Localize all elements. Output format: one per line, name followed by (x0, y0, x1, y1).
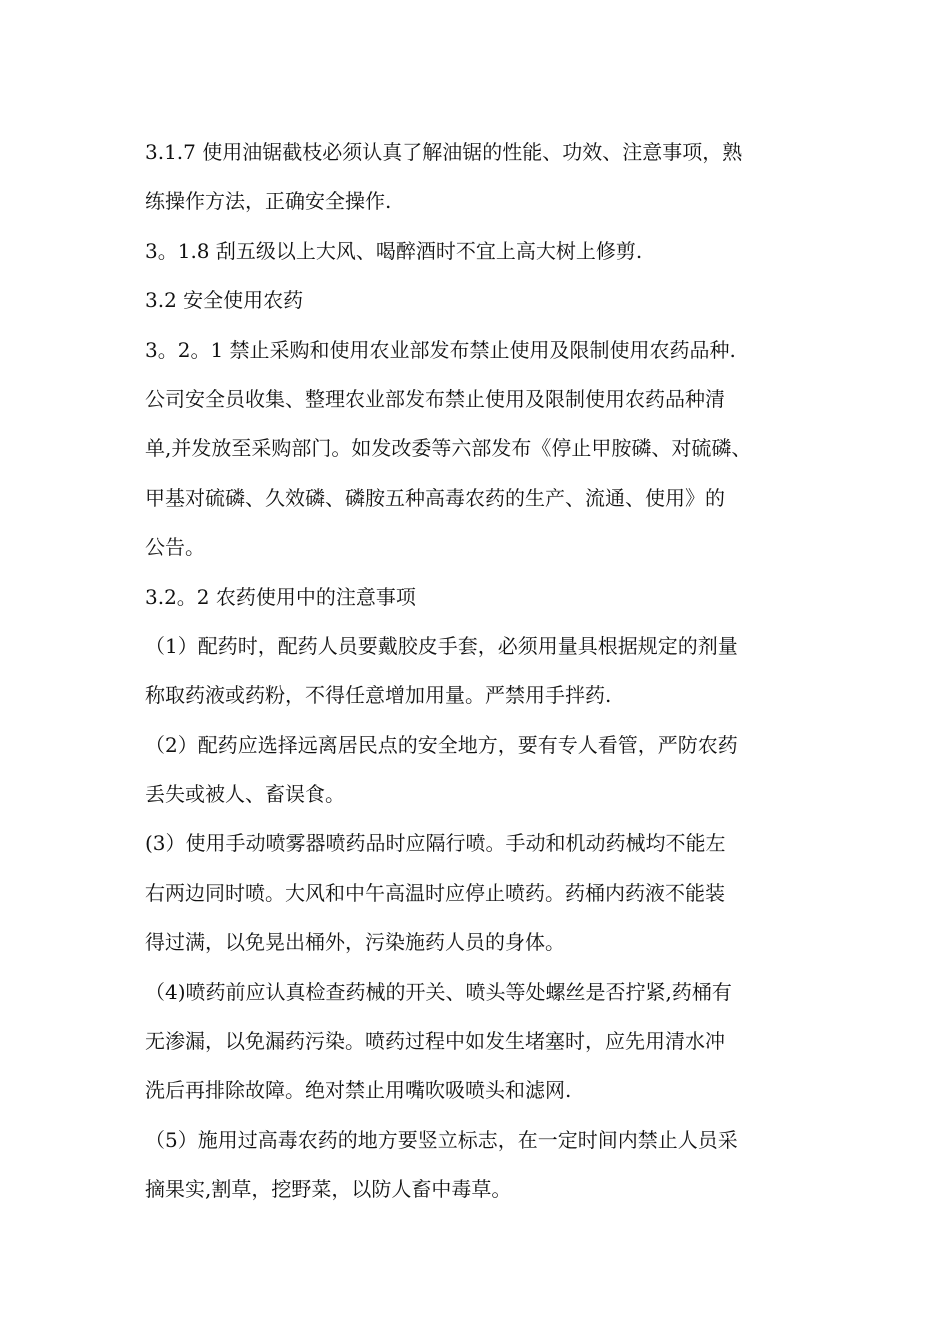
text-line: 无渗漏，以免漏药污染。喷药过程中如发生堵塞时，应先用清水冲 (145, 1029, 725, 1054)
text-line: （4)喷药前应认真检查药械的开关、喷头等处螺丝是否拧紧,药桶有 (145, 979, 732, 1004)
text-line: 3。1.8 刮五级以上大风、喝醉酒时不宜上高大树上修剪. (145, 238, 643, 263)
text-line: 称取药液或药粉，不得任意增加用量。严禁用手拌药. (145, 683, 612, 708)
text-line: （1）配药时，配药人员要戴胶皮手套，必须用量具根据规定的剂量 (145, 633, 738, 658)
text-line: 公司安全员收集、整理农业部发布禁止使用及限制使用农药品种清 (145, 386, 725, 411)
text-line: 摘果实,割草，挖野菜，以防人畜中毒草。 (145, 1177, 512, 1202)
text-line: 练操作方法，正确安全操作. (145, 189, 392, 214)
text-line: 单,并发放至采购部门。如发改委等六部发布《停止甲胺磷、对硫磷、 (145, 436, 752, 461)
subsection-heading: 3.2。2 农药使用中的注意事项 (145, 584, 416, 609)
text-line: 得过满，以免晃出桶外，污染施药人员的身体。 (145, 930, 565, 955)
text-line: 丢失或被人、畜误食。 (145, 782, 345, 807)
section-heading: 3.2 安全使用农药 (145, 288, 304, 313)
text-line: （2）配药应选择远离居民点的安全地方，要有专人看管，严防农药 (145, 732, 738, 757)
text-line: 3.1.7 使用油锯截枝必须认真了解油锯的性能、功效、注意事项，熟 (145, 140, 743, 164)
text-line: 洗后再排除故障。绝对禁止用嘴吹吸喷头和滤网. (145, 1078, 572, 1103)
text-line: （5）施用过高毒农药的地方要竖立标志，在一定时间内禁止人员采 (145, 1127, 738, 1152)
document-body (145, 128, 820, 1215)
text-line: 3。2。1 禁止采购和使用农业部发布禁止使用及限制使用农药品种. (145, 337, 736, 362)
text-line: (3）使用手动喷雾器喷药品时应隔行喷。手动和机动药械均不能左 (145, 831, 726, 856)
text-line: 右两边同时喷。大风和中午高温时应停止喷药。药桶内药液不能装 (145, 880, 725, 905)
text-line: 公告。 (145, 535, 205, 560)
text-line: 甲基对硫磷、久效磷、磷胺五种高毒农药的生产、流通、使用》的 (145, 485, 725, 510)
